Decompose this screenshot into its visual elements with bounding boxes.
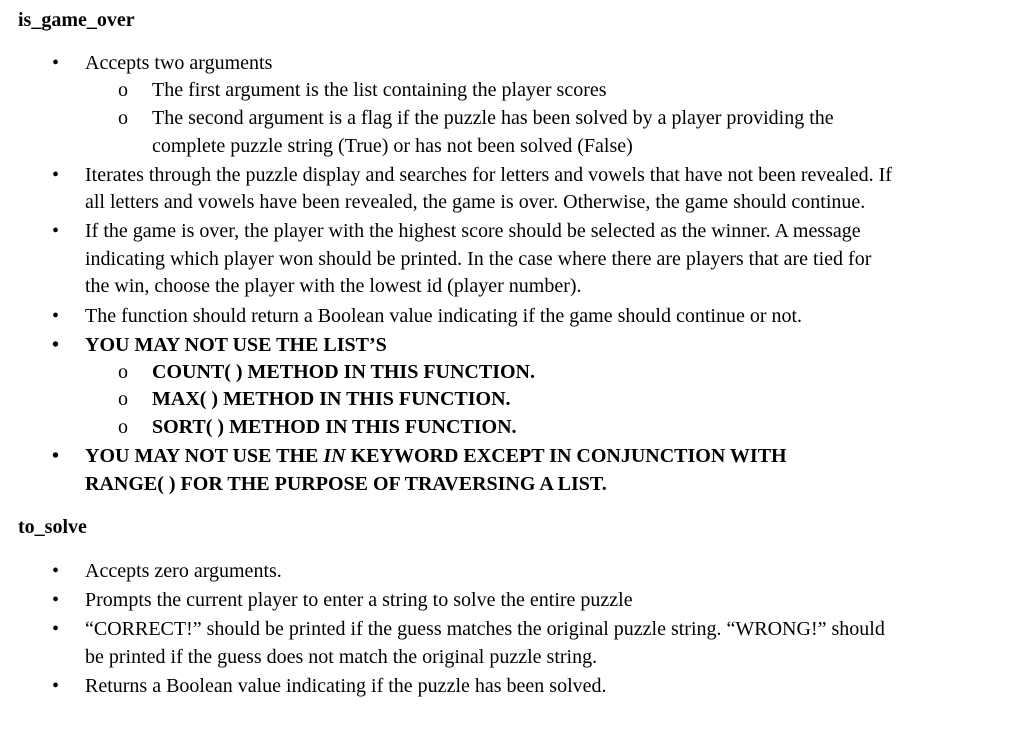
sub-bullet: o: [118, 361, 128, 383]
sub-list-item-text: complete puzzle string (True) or has not been solved (False): [152, 135, 633, 157]
sub-bullet: o: [118, 79, 128, 101]
text-segment: KEYWORD EXCEPT IN CONJUNCTION WITH: [345, 445, 787, 467]
bullet: •: [52, 334, 60, 356]
list-item-text: Accepts zero arguments.: [85, 560, 282, 582]
bullet: •: [52, 675, 60, 697]
text-segment: YOU MAY NOT USE THE: [85, 445, 324, 467]
list-item-text: indicating which player won should be printed. In the case where there are players that are tied for: [85, 248, 872, 270]
list-item-text: Prompts the current player to enter a string to solve the entire puzzle: [85, 589, 633, 611]
list-item-text: The function should return a Boolean value indicating if the game should continue or not.: [85, 305, 803, 327]
keyword-in: IN: [323, 445, 346, 467]
list-item-text: RANGE( ) FOR THE PURPOSE OF TRAVERSING A LIST.: [85, 473, 607, 495]
list-item-text: Returns a Boolean value indicating if the puzzle has been solved.: [85, 675, 607, 697]
list-item-text: [85, 442, 787, 470]
list-item-text: Iterates through the puzzle display and searches for letters and vowels that have not been revealed. If: [85, 164, 892, 186]
list-item-text: be printed if the guess does not match the original puzzle string.: [85, 646, 598, 668]
sub-list-item-text: SORT( ) METHOD IN THIS FUNCTION.: [152, 416, 517, 438]
bullet: •: [52, 618, 60, 640]
list-item-text: the win, choose the player with the lowest id (player number).: [85, 275, 582, 297]
sub-bullet: o: [118, 388, 128, 410]
sub-list-item-text: COUNT( ) METHOD IN THIS FUNCTION.: [152, 361, 535, 383]
section-heading-to-solve: to_solve: [18, 516, 87, 538]
list-item-text: If the game is over, the player with the highest score should be selected as the winner. A message: [85, 220, 861, 242]
bullet: •: [52, 52, 60, 74]
bullet: •: [52, 589, 60, 611]
bullet: •: [52, 560, 60, 582]
sub-list-item-text: The first argument is the list containing the player scores: [152, 79, 607, 101]
section-heading-is-game-over: is_game_over: [18, 9, 135, 31]
sub-bullet: o: [118, 416, 128, 438]
list-item-text: “CORRECT!” should be printed if the guess matches the original puzzle string. “WRONG!” should: [85, 618, 885, 640]
bullet: •: [52, 220, 60, 242]
bullet: •: [52, 305, 60, 327]
sub-list-item-text: The second argument is a flag if the puzzle has been solved by a player providing the: [152, 107, 834, 129]
bullet: •: [52, 445, 60, 467]
sub-list-item-text: MAX( ) METHOD IN THIS FUNCTION.: [152, 388, 511, 410]
list-item-text: YOU MAY NOT USE THE LIST’S: [85, 334, 387, 356]
sub-bullet: o: [118, 107, 128, 129]
bullet: •: [52, 164, 60, 186]
list-item-text: Accepts two arguments: [85, 52, 273, 74]
list-item-text: all letters and vowels have been revealed, the game is over. Otherwise, the game should continue.: [85, 191, 866, 213]
